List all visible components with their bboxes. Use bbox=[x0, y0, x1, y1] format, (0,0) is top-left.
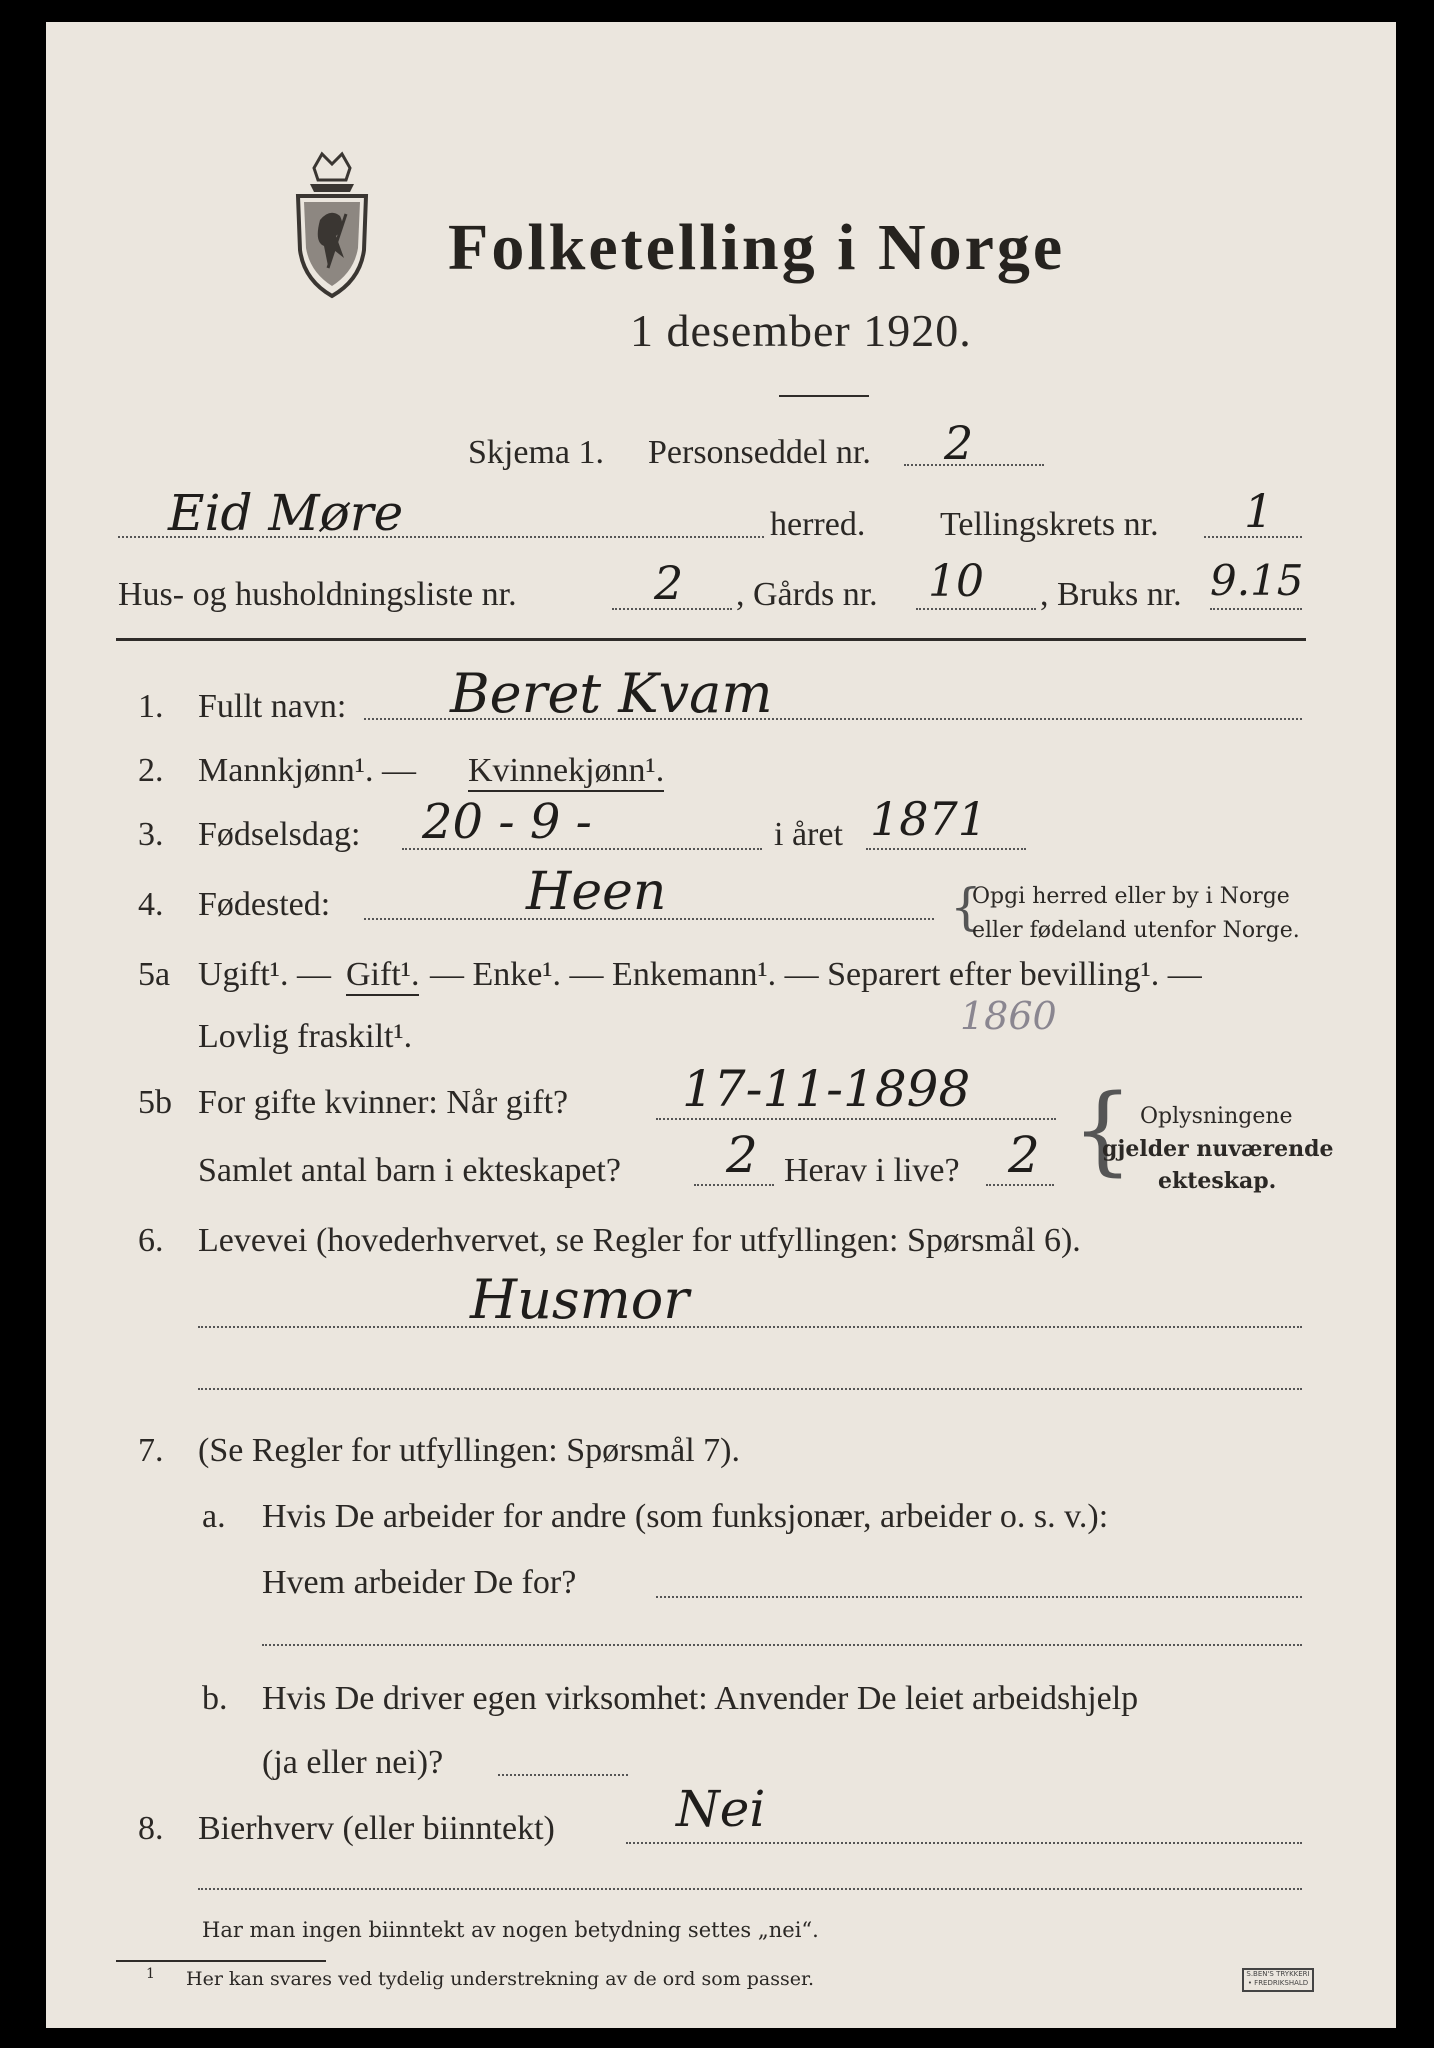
bruks-value[interactable]: 9.15 bbox=[1210, 556, 1304, 605]
q5a-number: 5a bbox=[138, 956, 171, 993]
q5b-line bbox=[656, 1118, 1056, 1120]
personseddel-value[interactable]: 2 bbox=[944, 416, 974, 470]
q7a-line-1 bbox=[656, 1596, 1302, 1598]
herred-value[interactable]: Eid Møre bbox=[168, 484, 404, 542]
q5b-note-1: Oplysningene bbox=[1140, 1104, 1293, 1129]
q7a-text: Hvis De arbeider for andre (som funksjonær, arbeider o. s. v.): bbox=[262, 1498, 1109, 1535]
q2-number: 2. bbox=[138, 752, 164, 789]
q1-value[interactable]: Beret Kvam bbox=[450, 662, 773, 725]
q5b-note-3: ekteskap. bbox=[1158, 1168, 1277, 1194]
q4-brace: { bbox=[950, 878, 982, 936]
q4-note-1: Opgi herred eller by i Norge bbox=[972, 884, 1290, 909]
q5b-label: For gifte kvinner: Når gift? bbox=[198, 1084, 569, 1121]
bruks-label: , Bruks nr. bbox=[1040, 576, 1182, 613]
personseddel-label: Personseddel nr. bbox=[648, 434, 871, 471]
norwegian-coat-of-arms-icon bbox=[284, 150, 380, 300]
q5a-other-options: — Enke¹. — Enkemann¹. — Separert efter bevilling¹. — bbox=[430, 956, 1202, 993]
q7b-question: (ja eller nei)? bbox=[262, 1744, 444, 1781]
q6-number: 6. bbox=[138, 1222, 164, 1259]
q5b-barn-value[interactable]: 2 bbox=[726, 1126, 758, 1184]
q5a-pencil-note: 1860 bbox=[960, 994, 1057, 1038]
header-divider bbox=[116, 638, 1306, 641]
skjema-label: Skjema 1. bbox=[468, 434, 604, 471]
q7b-line bbox=[498, 1774, 628, 1776]
bruks-line bbox=[1210, 608, 1302, 610]
printer-stamp: S.BEN'S TRYKKERI • FREDRIKSHALD bbox=[1242, 1968, 1314, 1992]
footnote-text: Her kan svares ved tydelig understrekning av de ord som passer. bbox=[186, 1968, 815, 1990]
q7a-number: a. bbox=[202, 1498, 226, 1535]
census-date: 1 desember 1920. bbox=[630, 305, 972, 356]
footnote-mark: 1 bbox=[146, 1966, 155, 1982]
q5a-ugift: Ugift¹. — bbox=[198, 956, 331, 993]
q1-label: Fullt navn: bbox=[198, 688, 347, 725]
title-divider bbox=[779, 395, 869, 397]
q7b-number: b. bbox=[202, 1680, 228, 1717]
q4-value[interactable]: Heen bbox=[526, 862, 667, 922]
personseddel-line bbox=[904, 464, 1044, 466]
q3-year-label: i året bbox=[774, 816, 843, 853]
q5b-ilive-value[interactable]: 2 bbox=[1008, 1126, 1040, 1184]
q5b-ilive-label: Herav i live? bbox=[784, 1152, 960, 1189]
q8-number: 8. bbox=[138, 1810, 164, 1847]
gards-value[interactable]: 10 bbox=[928, 556, 984, 607]
census-form bbox=[46, 22, 1396, 2028]
footnote-divider bbox=[116, 1960, 326, 1962]
q5b-ilive-line bbox=[986, 1184, 1054, 1186]
q5b-note-2: gjelder nuværende bbox=[1102, 1136, 1334, 1162]
q4-number: 4. bbox=[138, 886, 164, 923]
tellingskrets-value[interactable]: 1 bbox=[1244, 484, 1274, 538]
q3-year-value[interactable]: 1871 bbox=[870, 792, 988, 846]
q7-label: (Se Regler for utfyllingen: Spørsmål 7). bbox=[198, 1432, 741, 1469]
q6-label: Levevei (hovederhvervet, se Regler for utfyllingen: Spørsmål 6). bbox=[198, 1222, 1081, 1259]
q8-line-1 bbox=[626, 1842, 1302, 1844]
q5b-barn-label: Samlet antal barn i ekteskapet? bbox=[198, 1152, 621, 1189]
q3-number: 3. bbox=[138, 816, 164, 853]
q6-line-2 bbox=[198, 1388, 1302, 1390]
footer-note: Har man ingen biinntekt av nogen betydning settes „nei“. bbox=[202, 1918, 819, 1942]
q1-number: 1. bbox=[138, 688, 164, 725]
q4-note-2: eller fødeland utenfor Norge. bbox=[972, 918, 1300, 943]
gards-line bbox=[916, 608, 1036, 610]
q2-mannkjonn: Mannkjønn¹. — bbox=[198, 752, 416, 789]
q7b-text: Hvis De driver egen virksomhet: Anvender De leiet arbeidshjelp bbox=[262, 1680, 1139, 1717]
gards-label: , Gårds nr. bbox=[736, 576, 878, 613]
q8-value[interactable]: Nei bbox=[676, 1780, 766, 1838]
q7a-question: Hvem arbeider De for? bbox=[262, 1564, 577, 1601]
tellingskrets-label: Tellingskrets nr. bbox=[940, 506, 1159, 543]
form-title: Folketelling i Norge bbox=[448, 211, 1066, 284]
q8-line-2 bbox=[198, 1888, 1302, 1890]
q7-number: 7. bbox=[138, 1432, 164, 1469]
q3-year-line bbox=[866, 848, 1026, 850]
q5b-number: 5b bbox=[138, 1084, 172, 1121]
q2-kvinnekjonn[interactable]: Kvinnekjønn¹. bbox=[468, 752, 664, 792]
q8-label: Bierhverv (eller biinntekt) bbox=[198, 1810, 555, 1847]
q6-line-1 bbox=[198, 1326, 1302, 1328]
q5b-brace: { bbox=[1072, 1074, 1134, 1186]
q5a-lovlig-fraskilt: Lovlig fraskilt¹. bbox=[198, 1018, 413, 1055]
q5b-barn-line bbox=[694, 1184, 774, 1186]
q7a-line-2 bbox=[262, 1644, 1302, 1646]
q5b-value[interactable]: 17-11-1898 bbox=[682, 1060, 971, 1118]
q5a-gift[interactable]: Gift¹. bbox=[346, 956, 419, 996]
husliste-label: Hus- og husholdningsliste nr. bbox=[118, 576, 517, 613]
q3-value[interactable]: 20 - 9 - bbox=[422, 794, 592, 850]
q3-label: Fødselsdag: bbox=[198, 816, 361, 853]
husliste-value[interactable]: 2 bbox=[654, 556, 684, 610]
q6-value[interactable]: Husmor bbox=[470, 1268, 690, 1331]
herred-label: herred. bbox=[770, 506, 866, 543]
q4-label: Fødested: bbox=[198, 886, 331, 923]
